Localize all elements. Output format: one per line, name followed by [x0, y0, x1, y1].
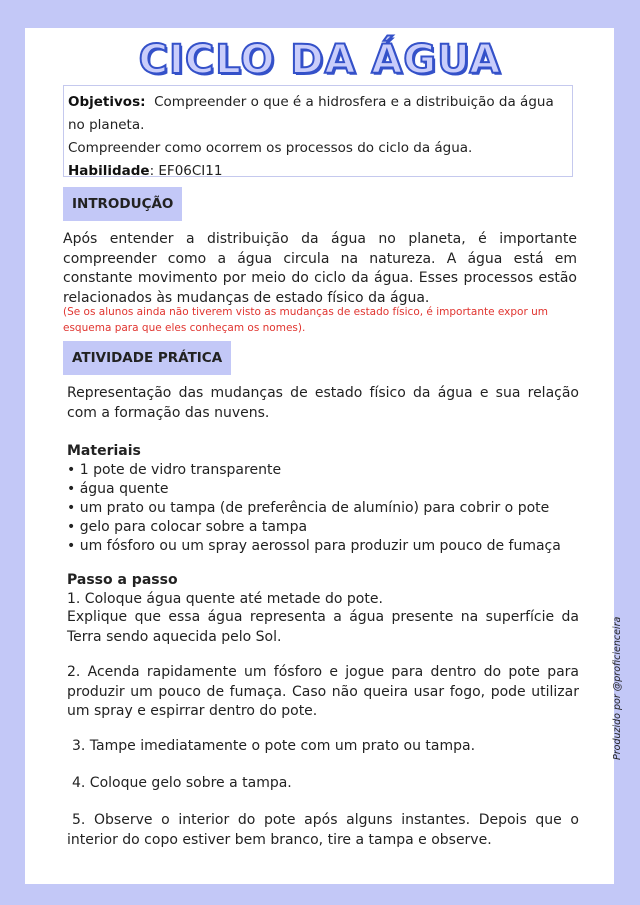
materials-list — [67, 461, 579, 556]
steps-heading-text: Passo a passo — [67, 572, 178, 588]
objectives-line2: Compreender como ocorrem os processos do ciclo da água. — [68, 140, 473, 156]
intro-heading: INTRODUÇÃO — [63, 187, 182, 221]
list-item: • um prato ou tampa (de preferência de alumínio) para cobrir o pote — [67, 499, 579, 518]
objectives-label: Objetivos: — [68, 94, 146, 110]
intro-text: Após entender a distribuição da água no planeta, é importante compreender como a água circula na natureza. A água está em constante movimento por meio do ciclo da água. Esses processos estão relacionados às mudanças de estado físico da água. — [63, 231, 577, 306]
step-2: 2. Acenda rapidamente um fósforo e jogue para dentro do pote para produzir um pouco de fumaça. Caso não queira usar fogo, pode utilizar um spray e espirrar dentro do pote. — [67, 664, 579, 719]
materials-heading: Materiais — [67, 443, 141, 459]
activity-heading: ATIVIDADE PRÁTICA — [63, 341, 231, 375]
step-1b: Explique que essa água representa a água presente na superfície da Terra sendo aquecida pelo Sol. — [67, 609, 579, 645]
objectives-line1: Compreender o que é a hidrosfera e a distribuição da água no planeta. — [68, 94, 554, 133]
steps-heading — [67, 571, 579, 590]
step-1a: 1. Coloque água quente até metade do pote. — [67, 591, 383, 607]
step-4: 4. Coloque gelo sobre a tampa. — [72, 775, 292, 791]
list-item: • água quente — [67, 480, 579, 499]
objectives-box — [63, 85, 573, 177]
list-item: • gelo para colocar sobre a tampa — [67, 518, 579, 537]
skill-value: : EF06CI11 — [149, 163, 223, 179]
page-title: CICLO DA ÁGUA — [138, 37, 502, 83]
step-3: 3. Tampe imediatamente o pote com um prato ou tampa. — [72, 738, 476, 754]
skill-label: Habilidade — [68, 163, 150, 179]
credit-text: Produzido por @proficienceira — [612, 616, 623, 760]
activity-description: Representação das mudanças de estado físico da água e sua relação com a formação das nuvens. — [67, 385, 579, 421]
list-item: • 1 pote de vidro transparente — [67, 461, 579, 480]
materials-section — [67, 442, 579, 556]
intro-note: (Se os alunos ainda não tiverem visto as mudanças de estado físico, é importante expor um esquema para que eles conheçam os nomes). — [63, 306, 549, 334]
list-item: • um fósforo ou um spray aerossol para produzir um pouco de fumaça — [67, 537, 579, 556]
step-5: 5. Observe o interior do pote após alguns instantes. Depois que o interior do copo estiver bem branco, tire a tampa e observe. — [67, 812, 579, 848]
